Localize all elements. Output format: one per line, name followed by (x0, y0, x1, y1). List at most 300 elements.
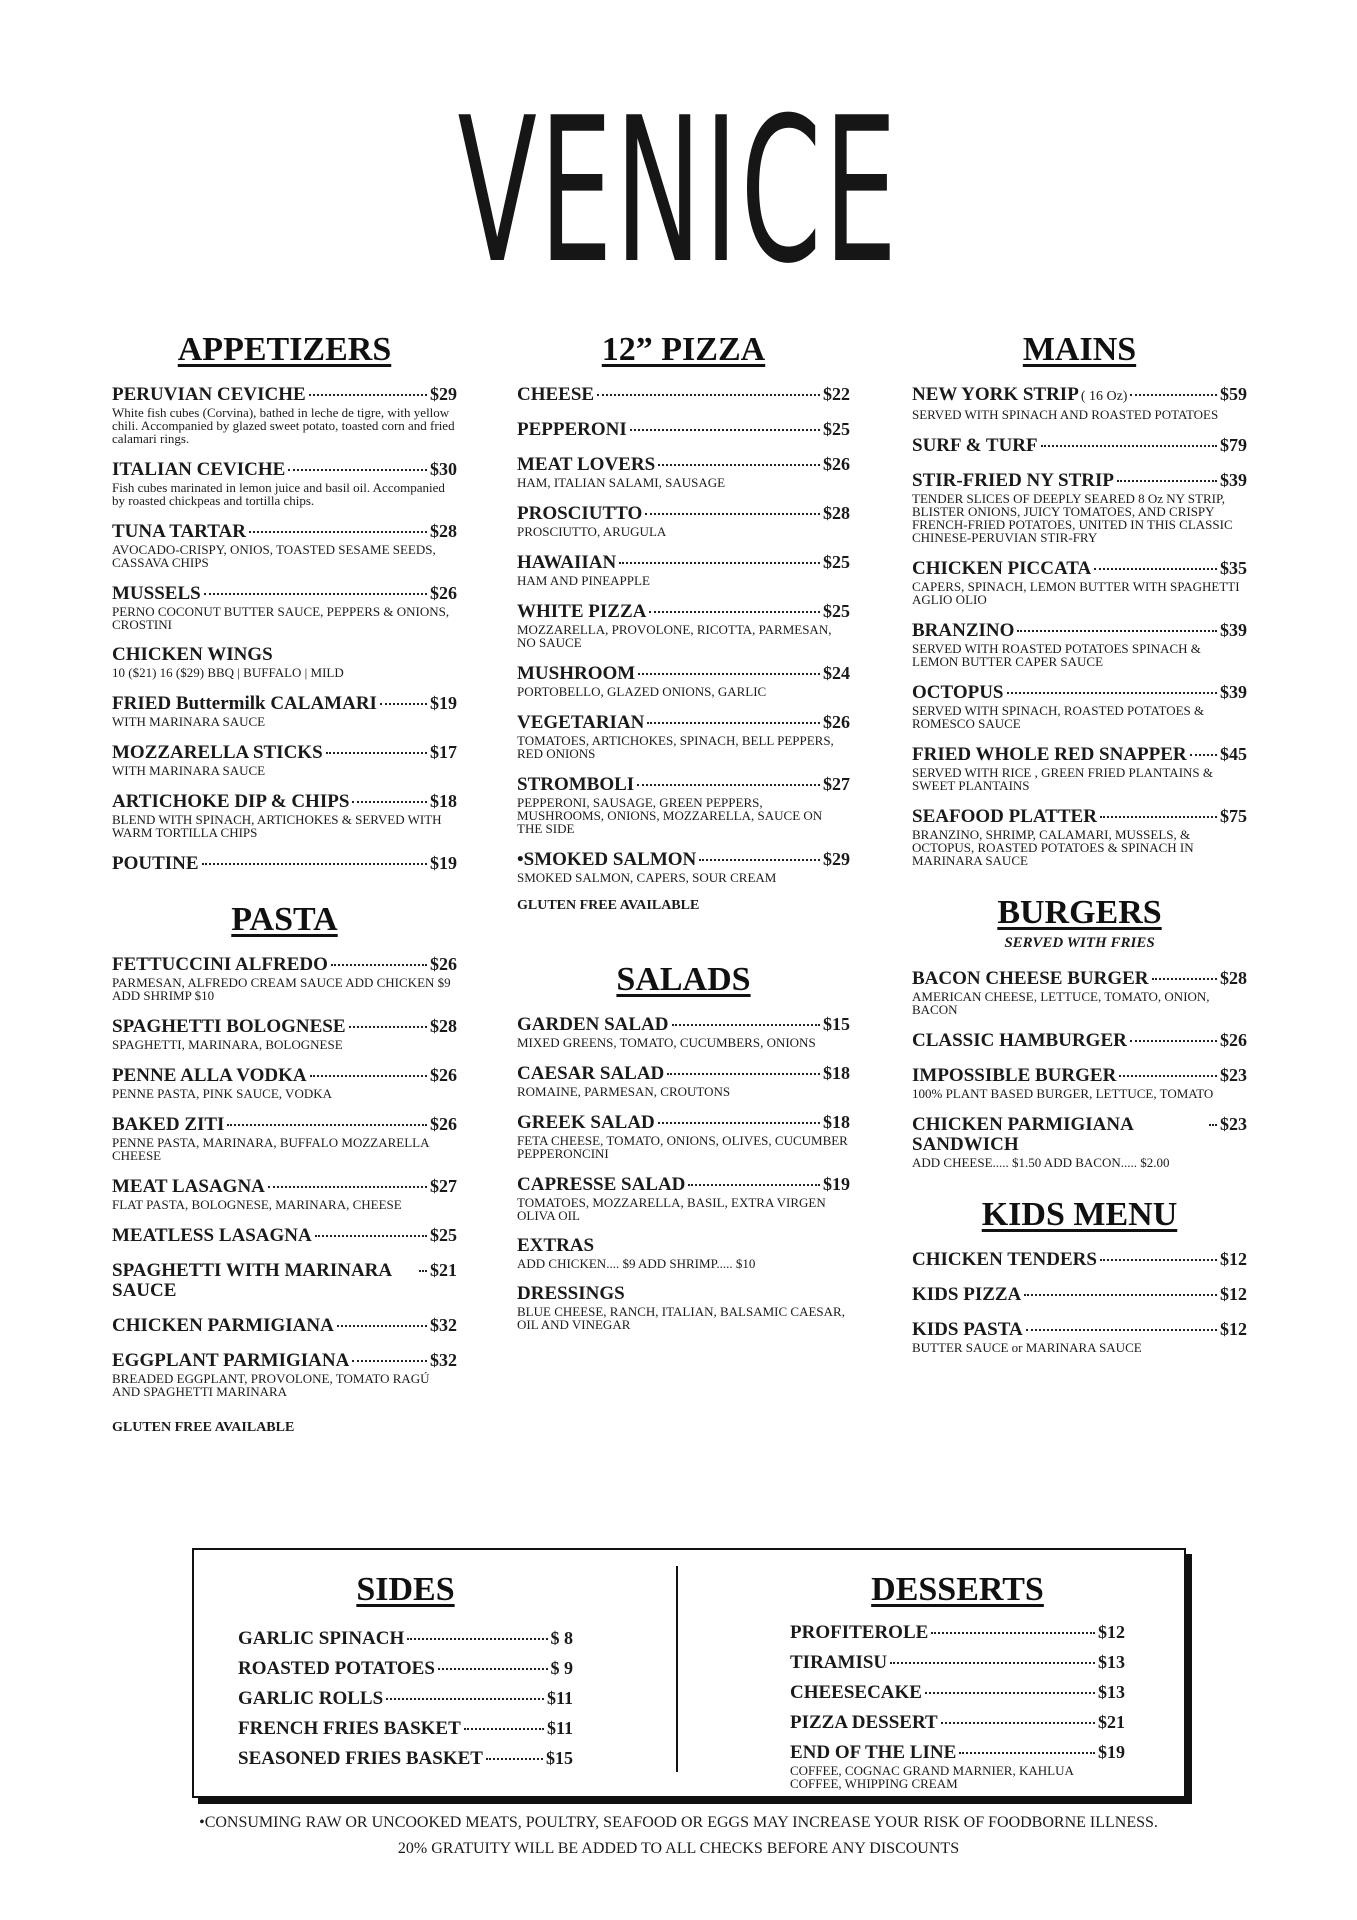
menu-item-row (517, 601, 850, 622)
menu-item-row (112, 384, 457, 405)
dot-leader (486, 1758, 543, 1760)
menu-item (112, 954, 457, 1002)
menu-item-description: BLUE CHEESE, RANCH, ITALIAN, BALSAMIC CAESAR, OIL AND VINEGAR (517, 1304, 845, 1332)
menu-item-row (912, 558, 1247, 579)
sides-desserts-box (192, 1548, 1186, 1798)
menu-item-name: MUSHROOM (517, 663, 636, 684)
menu-item-row (912, 968, 1247, 989)
menu-item-price: $12 (1220, 1249, 1247, 1269)
menu-item-row (912, 620, 1247, 641)
menu-item-name: SEASONED FRIES BASKET (238, 1748, 483, 1769)
menu-item-name: ROASTED POTATOES (238, 1658, 435, 1679)
menu-item-row (112, 1225, 457, 1246)
menu-item-description: MIXED GREENS, TOMATO, CUCUMBERS, ONIONS (517, 1035, 816, 1050)
appetizers-title: APPETIZERS (177, 331, 392, 368)
menu-item-name: CHICKEN TENDERS (912, 1249, 1097, 1270)
sides-section (238, 1570, 573, 1778)
menu-item-description: SERVED WITH SPINACH, ROASTED POTATOES & ROMESCO SAUCE (912, 703, 1205, 731)
box-divider (676, 1566, 678, 1772)
menu-item (112, 1225, 457, 1246)
menu-item-row (517, 384, 850, 405)
menu-item (112, 459, 457, 507)
menu-item-description: HAM AND PINEAPPLE (517, 573, 650, 588)
menu-item-description: AMERICAN CHEESE, LETTUCE, TOMATO, ONION, BACON (912, 989, 1210, 1017)
menu-item-row (112, 459, 457, 480)
menu-item-row (912, 806, 1247, 827)
menu-item-row (112, 1114, 457, 1135)
menu-item-name: EGGPLANT PARMIGIANA (112, 1350, 350, 1371)
menu-item (790, 1652, 1125, 1673)
menu-item-description: FETA CHEESE, TOMATO, ONIONS, OLIVES, CUCUMBER PEPPERONCINI (517, 1133, 848, 1161)
menu-item (238, 1748, 573, 1769)
menu-item-name: POUTINE (112, 853, 199, 874)
menu-item-price: $12 (1220, 1319, 1247, 1339)
menu-item-row (112, 1065, 457, 1086)
menu-item-price: $45 (1220, 744, 1247, 764)
menu-item (112, 1114, 457, 1162)
menu-item-price: $26 (1220, 1030, 1247, 1050)
mains-list (912, 384, 1247, 867)
pizza-list (517, 384, 850, 884)
menu-item-row (112, 853, 457, 874)
menu-item-price: $28 (823, 503, 850, 523)
burgers-list (912, 968, 1247, 1169)
menu-item-description: PENNE PASTA, PINK SAUCE, VODKA (112, 1086, 332, 1101)
menu-item (112, 1260, 457, 1301)
menu-item-price: $25 (430, 1225, 457, 1245)
menu-item-row (912, 384, 1247, 407)
dot-leader (1041, 445, 1217, 447)
menu-item (912, 558, 1247, 606)
menu-item (912, 470, 1247, 544)
menu-item (912, 435, 1247, 456)
dot-leader (667, 1073, 820, 1075)
menu-item-name: GARLIC SPINACH (238, 1628, 405, 1649)
dot-leader (288, 469, 427, 471)
dot-leader (352, 1360, 427, 1362)
menu-item (517, 712, 850, 760)
menu-item-row (790, 1712, 1125, 1733)
menu-item (112, 384, 457, 445)
menu-item-name: PENNE ALLA VODKA (112, 1065, 307, 1086)
pasta-title: PASTA (231, 901, 338, 938)
kids-menu-title: KIDS MENU (981, 1196, 1178, 1233)
column-middle (517, 330, 850, 1345)
dot-leader (407, 1638, 547, 1640)
menu-item-row (112, 583, 457, 604)
menu-item (517, 1063, 850, 1098)
menu-item (517, 454, 850, 489)
menu-item-price: $ 9 (550, 1658, 573, 1678)
menu-item-description: PORTOBELLO, GLAZED ONIONS, GARLIC (517, 684, 767, 699)
dot-leader (925, 1692, 1095, 1694)
menu-item (517, 552, 850, 587)
menu-item-price: $25 (823, 552, 850, 572)
dot-leader (1130, 394, 1217, 396)
menu-item-description: PEPPERONI, SAUSAGE, GREEN PEPPERS, MUSHROOMS, ONIONS, MOZZARELLA, SAUCE ON THE SIDE (517, 795, 823, 836)
menu-item-name: GARDEN SALAD (517, 1014, 669, 1035)
menu-item-row (517, 774, 850, 795)
menu-item-row (238, 1688, 573, 1709)
menu-item-description: White fish cubes (Corvina), bathed in leche de tigre, with yellow chili. Accompanied by glazed sweet potato, toasted corn and fried calamari rings. (112, 405, 455, 446)
menu-item (517, 1174, 850, 1222)
desserts-title: DESSERTS (871, 1571, 1044, 1608)
dot-leader (941, 1722, 1095, 1724)
sides-title: SIDES (356, 1571, 455, 1608)
menu-item (112, 1016, 457, 1051)
menu-item-description: CAPERS, SPINACH, LEMON BUTTER WITH SPAGHETTI AGLIO OLIO (912, 579, 1240, 607)
menu-item-price: $19 (430, 853, 457, 873)
menu-item-row (517, 1063, 850, 1084)
menu-item-description: SMOKED SALMON, CAPERS, SOUR CREAM (517, 870, 777, 885)
menu-item (112, 1176, 457, 1211)
menu-item-name: PEPPERONI (517, 419, 627, 440)
menu-item-description: ADD CHEESE..... $1.50 ADD BACON..... $2.00 (912, 1155, 1170, 1170)
menu-item-price: $13 (1098, 1682, 1125, 1702)
dot-leader (658, 464, 820, 466)
menu-item-name: PROSCIUTTO (517, 503, 643, 524)
menu-item-price: $27 (430, 1176, 457, 1196)
dot-leader (1130, 1040, 1217, 1042)
menu-item-row (238, 1718, 573, 1739)
menu-item (112, 1315, 457, 1336)
menu-item-name: TUNA TARTAR (112, 521, 246, 542)
menu-item (112, 521, 457, 569)
menu-item-row (912, 682, 1247, 703)
menu-item-name: END OF THE LINE (790, 1742, 957, 1763)
dot-leader (619, 562, 820, 564)
menu-item-description: PROSCIUTTO, ARUGULA (517, 524, 667, 539)
menu-item-row (112, 742, 457, 763)
menu-item-row (912, 1065, 1247, 1086)
menu-item-price: $ 8 (550, 1628, 573, 1648)
menu-item-name: SPAGHETTI BOLOGNESE (112, 1016, 346, 1037)
menu-item-description: 100% PLANT BASED BURGER, LETTUCE, TOMATO (912, 1086, 1214, 1101)
menu-item-name: MEATLESS LASAGNA (112, 1225, 312, 1246)
pizza-title: 12” PIZZA (601, 331, 766, 368)
menu-item-name: CHEESECAKE (790, 1682, 922, 1703)
dot-leader (315, 1235, 427, 1237)
menu-item-price: $39 (1220, 470, 1247, 490)
dot-leader (419, 1270, 427, 1272)
menu-item (112, 583, 457, 631)
menu-item (112, 1350, 457, 1398)
menu-item-row (790, 1652, 1125, 1673)
dot-leader (931, 1632, 1095, 1634)
dot-leader (438, 1668, 548, 1670)
appetizers-list (112, 384, 457, 874)
menu-item (912, 1249, 1247, 1270)
menu-item-price: $17 (430, 742, 457, 762)
desserts-section (790, 1570, 1125, 1799)
pasta-gluten-free-note: GLUTEN FREE AVAILABLE (112, 1420, 295, 1435)
menu-item-name: IMPOSSIBLE BURGER (912, 1065, 1117, 1086)
desserts-list (790, 1622, 1125, 1790)
menu-item (790, 1682, 1125, 1703)
menu-item-description: TOMATOES, ARTICHOKES, SPINACH, BELL PEPPERS, RED ONIONS (517, 733, 834, 761)
dot-leader (1209, 1124, 1217, 1126)
menu-item-row (912, 1319, 1247, 1340)
dot-leader (1119, 1075, 1217, 1077)
menu-item (912, 968, 1247, 1016)
menu-item-name: GREEK SALAD (517, 1112, 655, 1133)
menu-item (912, 682, 1247, 730)
menu-item-row (517, 1014, 850, 1035)
menu-item (790, 1742, 1125, 1790)
menu-item-name: SEAFOOD PLATTER (912, 806, 1097, 827)
menu-item-price: $75 (1220, 806, 1247, 826)
menu-item-description: SERVED WITH SPINACH AND ROASTED POTATOES (912, 407, 1219, 422)
dot-leader (331, 964, 427, 966)
column-right (912, 330, 1247, 1368)
dot-leader (309, 394, 427, 396)
menu-item-row (517, 552, 850, 573)
dot-leader (1100, 1259, 1217, 1261)
menu-item (517, 849, 850, 884)
menu-item-description: BREADED EGGPLANT, PROVOLONE, TOMATO RAGÚ AND SPAGHETTI MARINARA (112, 1371, 430, 1399)
menu-item-name: SPAGHETTI WITH MARINARA SAUCE (112, 1260, 392, 1301)
menu-item (517, 1014, 850, 1049)
menu-item-row (112, 693, 457, 714)
menu-item-description: MOZZARELLA, PROVOLONE, RICOTTA, PARMESAN, NO SAUCE (517, 622, 832, 650)
menu-item-row (112, 954, 457, 975)
menu-item-name: CHICKEN PARMIGIANA (112, 1315, 334, 1336)
menu-item-row (112, 1315, 457, 1336)
salads-title: SALADS (616, 961, 751, 998)
menu-item (912, 806, 1247, 867)
menu-item-name: •SMOKED SALMON (517, 849, 697, 870)
menu-item-name: BAKED ZITI (112, 1114, 225, 1135)
menu-item-name: ARTICHOKE DIP & CHIPS (112, 791, 350, 812)
menu-item-row (912, 1249, 1247, 1270)
menu-item-name: KIDS PIZZA (912, 1284, 1022, 1305)
menu-item-name: GARLIC ROLLS (238, 1688, 384, 1709)
menu-item-name: FETTUCCINI ALFREDO (112, 954, 328, 975)
dot-leader (249, 531, 427, 533)
menu-item (912, 1114, 1247, 1169)
menu-item (112, 645, 457, 679)
menu-item-row (112, 1176, 457, 1197)
dot-leader (1017, 630, 1217, 632)
menu-item-name: CAPRESSE SALAD (517, 1174, 686, 1195)
pasta-list (112, 954, 457, 1398)
menu-item-name: NEW YORK STRIP (912, 384, 1079, 405)
menu-item-name: OCTOPUS (912, 682, 1004, 703)
menu-item (112, 693, 457, 728)
menu-item-price: $29 (823, 849, 850, 869)
menu-item-row (912, 744, 1247, 765)
menu-item-price: $21 (430, 1260, 457, 1280)
menu-item-price: $12 (1220, 1284, 1247, 1304)
menu-item-description: Fish cubes marinated in lemon juice and basil oil. Accompanied by roasted chickpeas and tortilla chips. (112, 480, 445, 508)
menu-item (517, 663, 850, 698)
menu-item-name: TIRAMISU (790, 1652, 888, 1673)
menu-item (238, 1658, 573, 1679)
menu-item-price: $23 (1220, 1065, 1247, 1085)
menu-item-price: $15 (823, 1014, 850, 1034)
menu-item-name: WHITE PIZZA (517, 601, 647, 622)
menu-item-row (517, 849, 850, 870)
menu-item-row (112, 521, 457, 542)
menu-item-name: MOZZARELLA STICKS (112, 742, 323, 763)
menu-item (517, 1236, 850, 1270)
menu-item-name: STIR-FRIED NY STRIP (912, 470, 1114, 491)
menu-item-name: STROMBOLI (517, 774, 635, 795)
menu-item-price: $18 (823, 1112, 850, 1132)
dot-leader (386, 1698, 544, 1700)
menu-item-price: $21 (1098, 1712, 1125, 1732)
menu-item-row (912, 1030, 1247, 1051)
gratuity-note: 20% GRATUITY WILL BE ADDED TO ALL CHECKS BEFORE ANY DISCOUNTS (397, 1840, 960, 1857)
dot-leader (310, 1075, 427, 1077)
column-left (112, 330, 457, 1436)
menu-item-row (790, 1742, 1125, 1763)
menu-item (517, 384, 850, 405)
burgers-title: BURGERS (997, 894, 1162, 931)
dot-leader (1026, 1329, 1217, 1331)
menu-item-description: SPAGHETTI, MARINARA, BOLOGNESE (112, 1037, 343, 1052)
menu-item-row (517, 503, 850, 524)
dot-leader (1007, 692, 1217, 694)
menu-item-name: BACON CHEESE BURGER (912, 968, 1149, 989)
menu-item-price: $26 (430, 954, 457, 974)
menu-item-price: $27 (823, 774, 850, 794)
menu-item-price: $26 (430, 1114, 457, 1134)
menu-item-row (517, 454, 850, 475)
menu-item (912, 1030, 1247, 1051)
menu-item-description: HAM, ITALIAN SALAMI, SAUSAGE (517, 475, 726, 490)
menu-item-description: TENDER SLICES OF DEEPLY SEARED 8 Oz NY STRIP, BLISTER ONIONS, JUICY TOMATOES, AND CRISPY FRENCH-FRIED POTATOES, UNITED IN THIS CLASSIC CHINESE-PERUVIAN STIR-FRY (912, 491, 1233, 545)
dot-leader (688, 1184, 820, 1186)
menu-item (517, 419, 850, 440)
menu-item-price: $25 (823, 601, 850, 621)
menu-item-description: AVOCADO-CRISPY, ONIOS, TOASTED SESAME SEEDS, CASSAVA CHIPS (112, 542, 436, 570)
menu-item-name: FRENCH FRIES BASKET (238, 1718, 461, 1739)
menu-item-price: $26 (430, 583, 457, 603)
menu-item-price: $18 (823, 1063, 850, 1083)
menu-item-price: $59 (1220, 384, 1247, 404)
dot-leader (202, 863, 427, 865)
menu-item (517, 1112, 850, 1160)
menu-item-description: SERVED WITH ROASTED POTATOES SPINACH & LEMON BUTTER CAPER SAUCE (912, 641, 1201, 669)
menu-item-name: CHICKEN PARMIGIANA SANDWICH (912, 1114, 1133, 1155)
menu-item-description: ROMAINE, PARMESAN, CROUTONS (517, 1084, 731, 1099)
menu-item-description: FLAT PASTA, BOLOGNESE, MARINARA, CHEESE (112, 1197, 402, 1212)
menu-item-description: BUTTER SAUCE or MARINARA SAUCE (912, 1340, 1142, 1355)
menu-item-description: WITH MARINARA SAUCE (112, 763, 266, 778)
menu-item-name: PROFITEROLE (790, 1622, 929, 1643)
menu-item-price: $19 (430, 693, 457, 713)
menu-item (517, 774, 850, 835)
menu-item-price: $22 (823, 384, 850, 404)
menu-item-row (517, 419, 850, 440)
menu-item-description: ADD CHICKEN.... $9 ADD SHRIMP..... $10 (517, 1256, 756, 1271)
menu-item-row (112, 791, 457, 812)
menu-item-price: $28 (1220, 968, 1247, 988)
footer (0, 1810, 1357, 1862)
pizza-gluten-free-note: GLUTEN FREE AVAILABLE (517, 898, 700, 913)
dot-leader (597, 394, 820, 396)
menu-item-row (912, 1114, 1247, 1155)
menu-item-description: 10 ($21) 16 ($29) BBQ | BUFFALO | MILD (112, 665, 344, 680)
menu-item-description: SERVED WITH RICE , GREEN FRIED PLANTAINS & SWEET PLANTAINS (912, 765, 1214, 793)
menu-item-price: $39 (1220, 620, 1247, 640)
menu-item-price: $23 (1220, 1114, 1247, 1134)
menu-item-name: FRIED Buttermilk CALAMARI (112, 693, 377, 714)
dot-leader (268, 1186, 427, 1188)
dot-leader (645, 513, 820, 515)
menu-item-description: PENNE PASTA, MARINARA, BUFFALO MOZZARELLA CHEESE (112, 1135, 429, 1163)
menu-item-row (912, 1284, 1247, 1305)
menu-item-row (238, 1658, 573, 1679)
menu-item-name: DRESSINGS (517, 1283, 625, 1304)
menu-item-row (517, 1236, 850, 1256)
menu-item-name: BRANZINO (912, 620, 1015, 641)
menu-item-row (790, 1622, 1125, 1643)
menu-item (912, 1284, 1247, 1305)
menu-item-price: $35 (1220, 558, 1247, 578)
menu-item-price: $26 (823, 712, 850, 732)
dot-leader (630, 429, 820, 431)
menu-item-name: EXTRAS (517, 1235, 595, 1256)
menu-item (790, 1712, 1125, 1733)
menu-item-name: PIZZA DESSERT (790, 1712, 938, 1733)
menu-item (912, 620, 1247, 668)
menu-item-row (112, 1016, 457, 1037)
menu-item-name: CAESAR SALAD (517, 1063, 665, 1084)
menu-item-name: FRIED WHOLE RED SNAPPER (912, 744, 1187, 765)
dot-leader (1152, 978, 1218, 980)
menu-item-name: MUSSELS (112, 583, 201, 604)
menu-item-price: $32 (430, 1350, 457, 1370)
menu-item-price: $26 (823, 454, 850, 474)
menu-item-price: $11 (546, 1688, 573, 1708)
menu-item-price: $30 (430, 459, 457, 479)
dot-leader (638, 673, 820, 675)
dot-leader (204, 593, 427, 595)
menu-item-name: MEAT LASAGNA (112, 1176, 265, 1197)
dot-leader (658, 1122, 820, 1124)
dot-leader (699, 859, 820, 861)
menu-item-description: BLEND WITH SPINACH, ARTICHOKES & SERVED WITH WARM TORTILLA CHIPS (112, 812, 442, 840)
dot-leader (464, 1728, 544, 1730)
menu-item-row (112, 1350, 457, 1371)
menu-item-name: VEGETARIAN (517, 712, 645, 733)
menu-item-row (517, 712, 850, 733)
restaurant-logo: VENICE (457, 75, 900, 308)
menu-item (517, 503, 850, 538)
menu-item-row (517, 1112, 850, 1133)
menu-item (238, 1688, 573, 1709)
menu-item-name: KIDS PASTA (912, 1319, 1023, 1340)
menu-item (912, 1065, 1247, 1100)
menu-item-row (517, 1284, 850, 1304)
dot-leader (326, 752, 427, 754)
menu-item-price: $19 (823, 1174, 850, 1194)
menu-item-price: $12 (1098, 1622, 1125, 1642)
menu-item (517, 1284, 850, 1331)
menu-item-name: HAWAIIAN (517, 552, 617, 573)
burgers-subtitle: SERVED WITH FRIES (1004, 935, 1155, 951)
dot-leader (959, 1752, 1095, 1754)
salads-list (517, 1014, 850, 1331)
dot-leader (349, 1026, 427, 1028)
menu-item (912, 384, 1247, 421)
menu-item-price: $32 (430, 1315, 457, 1335)
menu-item-price: $15 (546, 1748, 573, 1768)
menu-item-price: $24 (823, 663, 850, 683)
menu-item-price: $28 (430, 1016, 457, 1036)
